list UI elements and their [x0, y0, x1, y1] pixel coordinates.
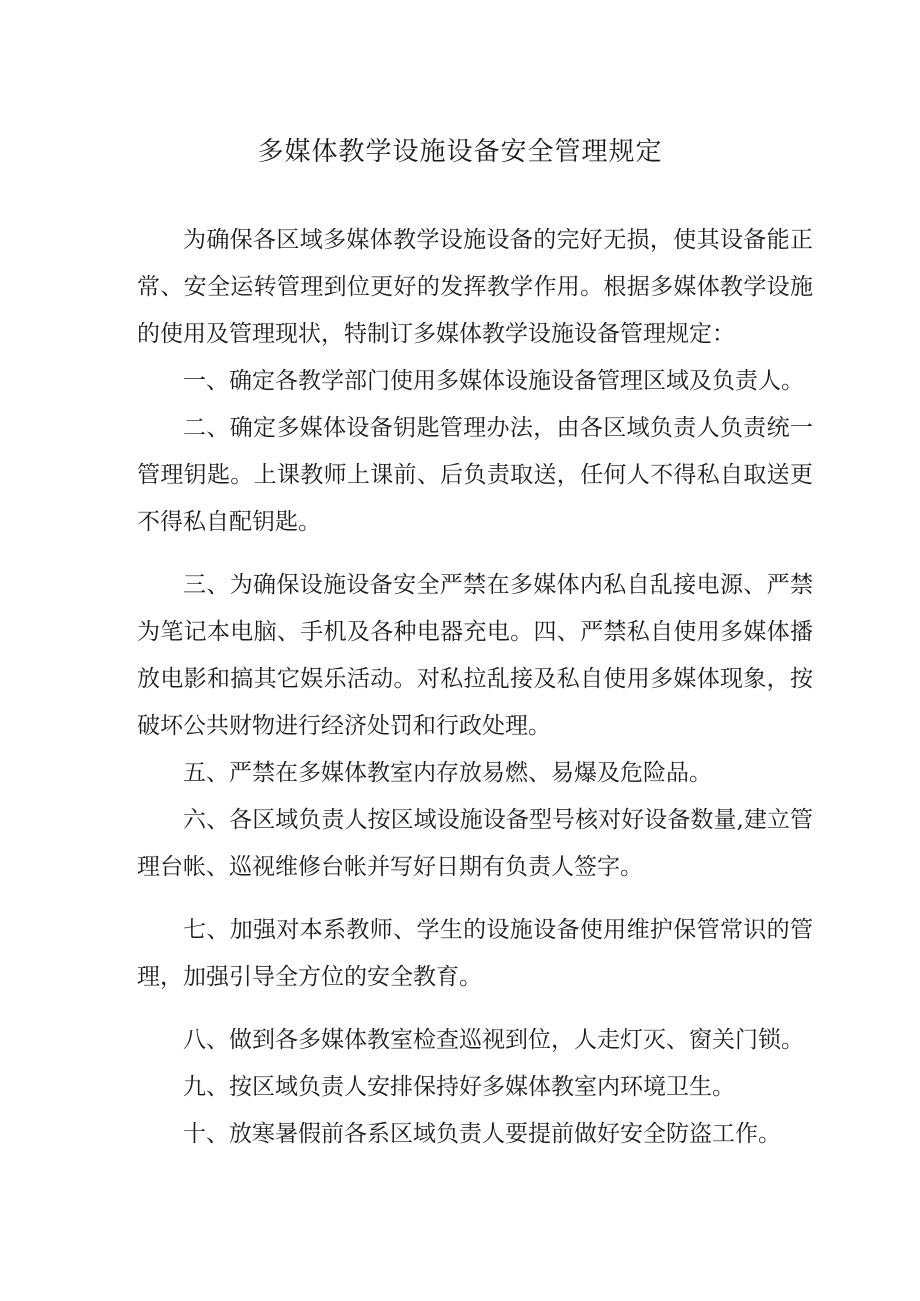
rule-2-paragraph: 二、确定多媒体设备钥匙管理办法，由各区域负责人负责统一管理钥匙。上课教师上课前、后负责取送，任何人不得私自取送更不得私自配钥匙。 [137, 415, 813, 535]
rule-8-paragraph: 八、做到各多媒体教室检查巡视到位，人走灯灭、窗关门锁。 [183, 1027, 804, 1053]
document-body [137, 217, 813, 1158]
rule-3-4-paragraph: 三、为确保设施设备安全严禁在多媒体内私自乱接电源、严禁为笔记本电脑、手机及各种电器充电。四、严禁私自使用多媒体播放电影和搞其它娱乐活动。对私拉乱接及私自使用多媒体现象，按破坏公共财物进行经济处罚和行政处理。 [137, 572, 813, 739]
rule-9-paragraph: 九、按区域负责人安排保持好多媒体教室内环境卫生。 [183, 1074, 735, 1100]
rule-1-paragraph: 一、确定各教学部门使用多媒体设施设备管理区域及负责人。 [183, 368, 804, 394]
document-title: 多媒体教学设施设备安全管理规定 [257, 137, 663, 167]
rule-10-paragraph: 十、放寒暑假前各系区域负责人要提前做好安全防盗工作。 [183, 1121, 781, 1147]
rule-7-paragraph: 七、加强对本系教师、学生的设施设备使用维护保管常识的管理，加强引导全方位的安全教育。 [137, 917, 813, 990]
intro-paragraph: 为确保各区域多媒体教学设施设备的完好无损，使其设备能正常、安全运转管理到位更好的发挥教学作用。根据多媒体教学设施的使用及管理现状，特制订多媒体教学设施设备管理规定： [137, 227, 813, 347]
rule-6-paragraph: 六、各区域负责人按区域设施设备型号核对好设备数量,建立管理台帐、巡视维修台帐并写好日期有负责人签字。 [137, 807, 813, 880]
rule-5-paragraph: 五、严禁在多媒体教室内存放易燃、易爆及危险品。 [183, 760, 712, 786]
